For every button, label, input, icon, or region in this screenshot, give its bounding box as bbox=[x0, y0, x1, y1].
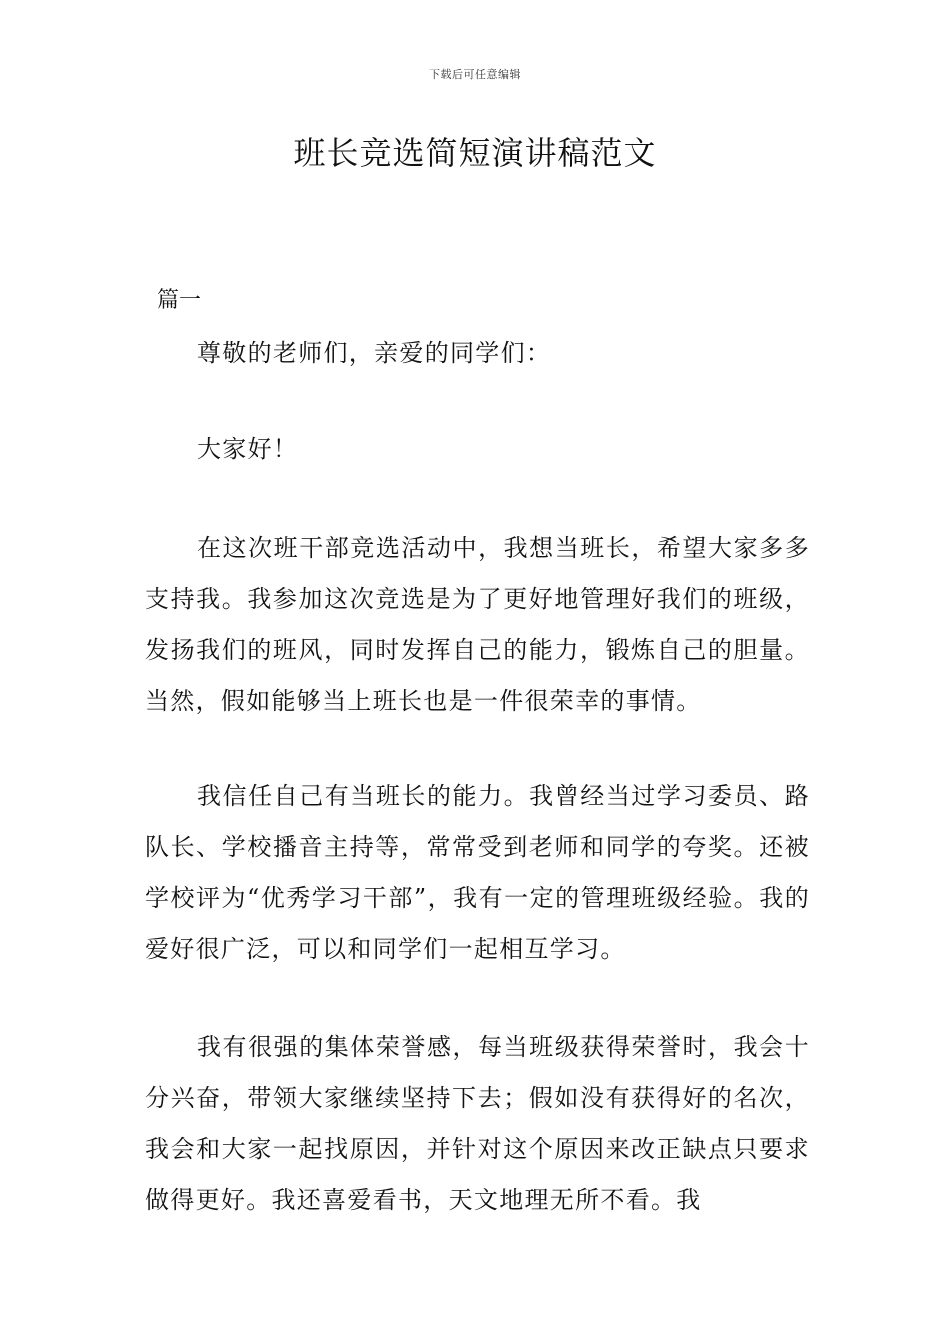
greeting-paragraph: 尊敬的老师们，亲爱的同学们： bbox=[197, 339, 552, 367]
hello-paragraph: 大家好！ bbox=[197, 435, 299, 463]
document-title: 班长竞选简短演讲稿范文 bbox=[293, 134, 657, 172]
body-paragraph-3: 我有很强的集体荣誉感，每当班级获得荣誉时，我会十分兴奋，带领大家继续坚持下去；假如没有获得好的名次，我会和大家一起找原因，并针对这个原因来改正缺点只要求做得更好。我还喜爱看书，天文地理无所不看。我 bbox=[145, 1033, 810, 1214]
body-paragraph-1: 在这次班干部竞选活动中，我想当班长，希望大家多多支持我。我参加这次竞选是为了更好地管理好我们的班级，发扬我们的班风，同时发挥自己的能力，锻炼自己的胆量。当然，假如能够当上班长也是一件很荣幸的事情。 bbox=[145, 534, 810, 715]
section-label: 篇一 bbox=[157, 288, 202, 313]
header-note: 下载后可任意编辑 bbox=[429, 68, 521, 81]
body-paragraph-2: 我信任自己有当班长的能力。我曾经当过学习委员、路队长、学校播音主持等，常常受到老师和同学的夸奖。还被学校评为“优秀学习干部”，我有一定的管理班级经验。我的爱好很广泛，可以和同学们一起相互学习。 bbox=[145, 782, 810, 963]
